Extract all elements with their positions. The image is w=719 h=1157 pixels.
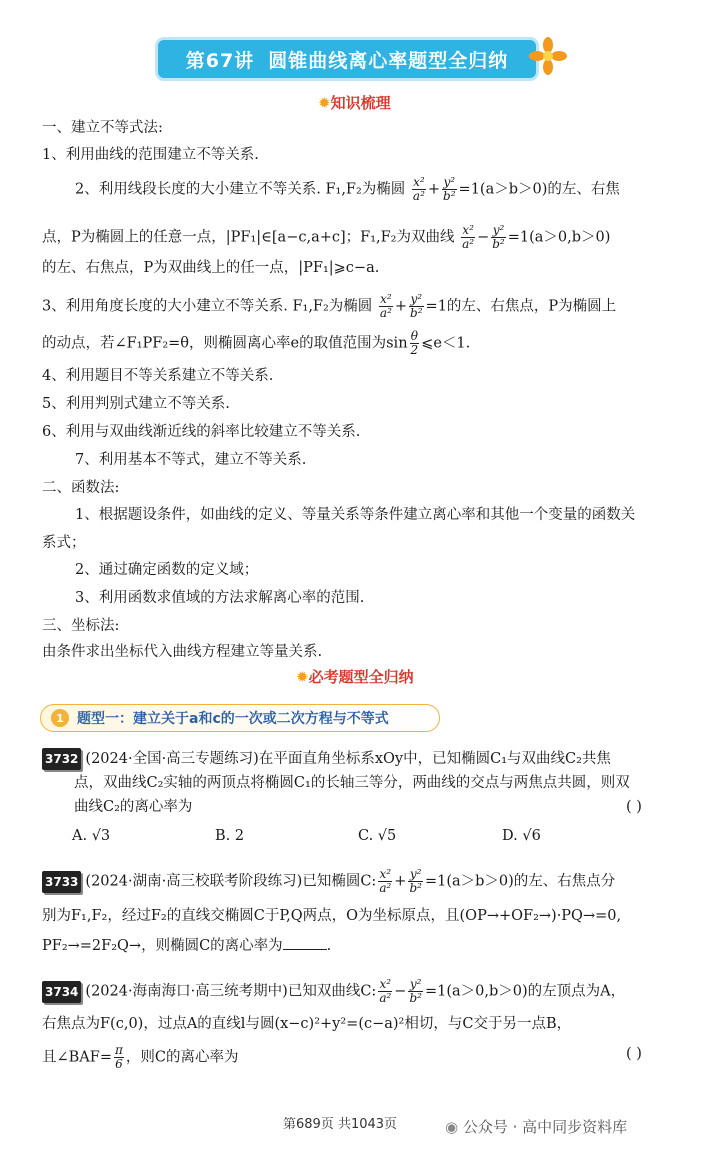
text-line: 别为F₁,F₂，经过F₂的直线交椭圆C于P,Q两点，O为坐标原点，且(OP→+OF₂→)·PQ→=0,: [42, 908, 622, 924]
wechat-icon: ◉: [445, 1118, 459, 1136]
section-header-knowledge: ✹知识梳理: [318, 94, 391, 112]
heading-coordinate-method: 三、坐标法:: [42, 618, 120, 634]
answer-blank: [283, 949, 327, 950]
text-line: 的动点，若∠F₁PF₂=θ，则椭圆离心率e的取值范围为sin $\frac{\theta}{2}$ ⩽e＜1.: [42, 329, 471, 357]
fraction: $\frac{\text{y²}}{\text{b²}}$: [409, 977, 422, 1005]
type-title: 题型一：建立关于a和c的一次或二次方程与不等式: [77, 711, 389, 727]
text-line: 点，双曲线C₂实轴的两顶点将椭圆C₁的长轴三等分，两曲线的交点与两焦点共圆，则双: [74, 775, 630, 791]
option-d: D. √6: [502, 828, 541, 844]
text-line: 点，P为椭圆上的任意一点，|PF₁|∈[a−c,a+c]；F₁,F₂为双曲线 $\frac{\text{x²}}{\text{a²}}$ − $\frac{\text{y²}}{\text{b²}}$ =1(a＞0,b＞0): [42, 223, 611, 251]
page-footer: 第689页 共1043页: [283, 1117, 398, 1132]
heading-function-method: 二、函数法:: [42, 480, 120, 496]
text-line: 5、利用判别式建立不等关系.: [42, 396, 230, 412]
question-number-badge: 3732: [42, 748, 81, 770]
text-line: 3、利用角度长度的大小建立不等关系. F₁,F₂为椭圆 $\frac{\text{x²}}{\text{a²}}$ + $\frac{\text{y²}}{\text{b²}}$ =1的左、右焦点，P为椭圆上: [42, 292, 617, 320]
fraction: $\frac{\text{x²}}{\text{a²}}$: [379, 977, 392, 1005]
section-header-question-types: ✹必考题型全归纳: [296, 668, 414, 686]
lecture-title-text: 圆锥曲线离心率题型全归纳: [268, 49, 509, 72]
answer-bracket: ( ): [626, 1046, 642, 1062]
answer-bracket: ( ): [626, 799, 642, 815]
question-3732-line: 3732 (2024·全国·高三专题练习)在平面直角坐标系xOy中，已知椭圆C₁与双曲线C₂共焦: [42, 748, 611, 770]
question-number-badge: 3734: [42, 981, 81, 1003]
text-line: 4、利用题目不等关系建立不等关系.: [42, 368, 274, 384]
watermark: ◉ 公众号 · 高中同步资料库: [445, 1118, 628, 1136]
fraction: $\frac{\text{y²}}{\text{b²}}$: [409, 867, 422, 895]
text-line: 曲线C₂的离心率为: [74, 799, 193, 815]
text-line: 2、通过确定函数的定义域；: [75, 562, 259, 578]
question-3733-line: 3733 (2024·湖南·高三校联考阶段练习)已知椭圆C: $\frac{\text{x²}}{\text{a²}}$ + $\frac{\text{y²}}{\text{b²}}$ =1(a＞b＞0)的左、右焦点分: [42, 868, 615, 895]
fraction: $\frac{\text{x²}}{\text{a²}}$: [462, 223, 475, 251]
text-line: 的左、右焦点，P为双曲线上的任一点，|PF₁|⩾c−a.: [42, 260, 380, 276]
text-line: 1、利用曲线的范围建立不等关系.: [42, 147, 259, 163]
fraction: $\frac{\text{x²}}{\text{a²}}$: [412, 175, 425, 203]
heading-inequality-method: 一、建立不等式法:: [42, 120, 163, 136]
text-line: 且∠BAF= $\frac{\pi}{6}$ ，则C的离心率为: [42, 1043, 239, 1071]
lecture-title: [158, 40, 536, 78]
text-line: 6、利用与双曲线渐近线的斜率比较建立不等关系.: [42, 424, 361, 440]
fraction: $\frac{\text{y²}}{\text{b²}}$: [443, 175, 456, 203]
option-b: B. 2: [215, 828, 245, 844]
fraction: $\frac{\pi}{6}$: [115, 1043, 123, 1071]
sun-icon: ✹: [318, 94, 331, 112]
option-c: C. √5: [358, 828, 397, 844]
text-line: 系式；: [42, 535, 86, 551]
question-number-badge: 3733: [42, 871, 81, 893]
question-type-banner: [40, 704, 440, 732]
lecture-number: 第67讲: [185, 49, 255, 72]
text-line: 7、利用基本不等式，建立不等关系.: [75, 452, 307, 468]
type-number-badge: 1: [51, 709, 69, 727]
text-line: PF₂→=2F₂Q→，则椭圆C的离心率为 .: [42, 938, 332, 954]
text-line: 右焦点为F(c,0)，过点A的直线l与圆(x−c)²+y²=(c−a)²相切，与C交于另一点B，: [42, 1016, 572, 1032]
option-a: A. √3: [72, 828, 111, 844]
fraction: $\frac{\text{y²}}{\text{b²}}$: [492, 223, 505, 251]
flower-icon: [528, 36, 568, 76]
text-line: 由条件求出坐标代入曲线方程建立等量关系.: [42, 644, 323, 660]
fraction: $\frac{\text{y²}}{\text{b²}}$: [410, 292, 423, 320]
text-line: 3、利用函数求值域的方法求解离心率的范围.: [75, 590, 365, 606]
fraction: $\frac{\text{x²}}{\text{a²}}$: [379, 292, 392, 320]
fraction: $\frac{\text{x²}}{\text{a²}}$: [379, 867, 392, 895]
question-3734-line: 3734 (2024·海南海口·高三统考期中)已知双曲线C: $\frac{\text{x²}}{\text{a²}}$ − $\frac{\text{y²}}{\text{b²}}$ =1(a＞0,b＞0)的左顶点为A，: [42, 978, 625, 1005]
fraction: $\frac{\theta}{2}$: [410, 329, 419, 357]
text-line: 2、利用线段长度的大小建立不等关系. F₁,F₂为椭圆 $\frac{\text{x²}}{\text{a²}}$ + $\frac{\text{y²}}{\text{b²}}$ =1(a＞b＞0)的左、右焦: [75, 175, 620, 203]
sun-icon: ✹: [296, 668, 309, 686]
text-line: 1、根据题设条件，如曲线的定义、等量关系等条件建立离心率和其他一个变量的函数关: [75, 507, 636, 523]
